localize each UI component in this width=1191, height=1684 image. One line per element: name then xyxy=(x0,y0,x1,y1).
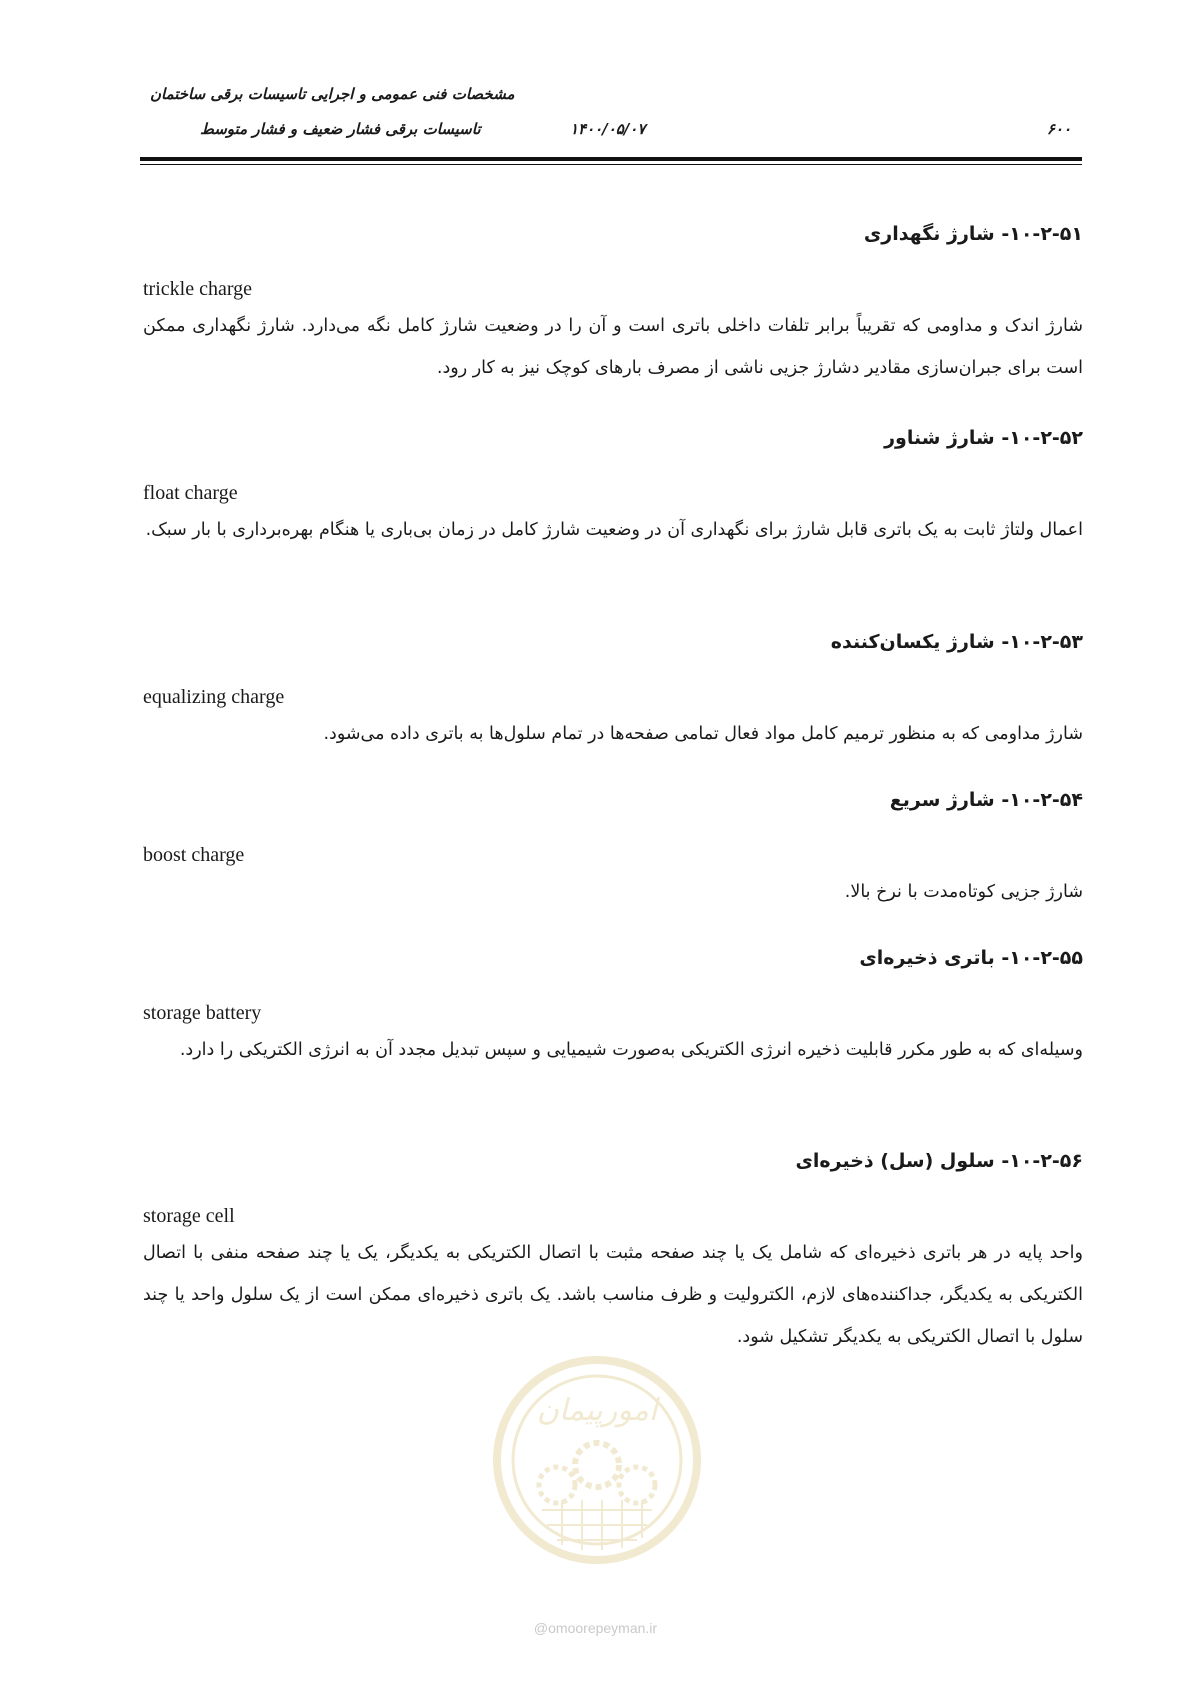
section-body: شارژ مداومی که به منظور ترمیم کامل مواد فعال تمامی صفحه‌ها در تمام سلول‌ها به باتری داده می‌شود. xyxy=(323,724,1083,744)
section-title: ۱۰-۲-۵۲- شارژ شناور xyxy=(884,427,1083,449)
section-51 xyxy=(143,220,1083,389)
section-body: شارژ جزیی کوتاه‌مدت با نرخ بالا. xyxy=(844,882,1083,902)
header-divider-thick xyxy=(140,157,1082,161)
header-subtitle: تاسیسات برقی فشار ضعیف و فشار متوسط xyxy=(200,120,481,138)
header-divider-thin xyxy=(140,164,1082,165)
section-54 xyxy=(143,786,1083,913)
watermark-logo-text: امورپیمان xyxy=(536,1393,658,1428)
watermark-url: @omoorepeyman.ir xyxy=(533,1620,658,1636)
section-title: ۱۰-۲-۵۴- شارژ سریع xyxy=(889,789,1083,811)
header-info-row xyxy=(0,120,1191,142)
watermark-logo xyxy=(487,1350,707,1570)
section-body: اعمال ولتاژ ثابت به یک باتری قابل شارژ برای نگهداری آن در وضعیت شارژ کامل در زمان بی‌باری یا هنگام بهره‌برداری با بار سبک. xyxy=(145,520,1083,540)
section-53 xyxy=(143,628,1083,755)
section-title: ۱۰-۲-۵۳- شارژ یکسان‌کننده xyxy=(830,631,1083,653)
section-56 xyxy=(143,1147,1083,1358)
section-body: واحد پایه در هر باتری ذخیره‌ای که شامل یک یا چند صفحه مثبت با اتصال الکتریکی به یکدیگر، یک یا چند صفحه منفی با اتصال الکتریکی به یکدیگر، جداکننده‌های لازم، الکترولیت و ظرف مناسب باشد. یک باتری ذخیره‌ای ممکن است از یک سلول واحد یا چند سلول با اتصال الکتریکی به یکدیگر تشکیل شود. xyxy=(143,1243,1083,1347)
section-english-term: equalizing charge xyxy=(143,686,285,708)
header-date: ۱۴۰۰/۰۵/۰۷ xyxy=(570,120,646,138)
section-english-term: storage battery xyxy=(143,1002,262,1024)
section-body: شارژ اندک و مداومی که تقریباً برابر تلفات داخلی باتری است و آن را در وضعیت شارژ کامل نگه می‌دارد. شارژ نگهداری ممکن است برای جبران‌سازی مقادیر دشارژ جزیی ناشی از مصرف بارهای کوچک نیز به کار رود. xyxy=(143,316,1083,378)
section-55 xyxy=(143,944,1083,1071)
header-title: مشخصات فنی عمومی و اجرایی تاسیسات برقی ساختمان xyxy=(150,85,515,103)
section-english-term: boost charge xyxy=(143,844,245,866)
section-title: ۱۰-۲-۵۵- باتری ذخیره‌ای xyxy=(859,947,1083,969)
section-english-term: storage cell xyxy=(143,1205,235,1227)
section-english-term: trickle charge xyxy=(143,278,253,300)
section-english-term: float charge xyxy=(143,482,238,504)
section-title: ۱۰-۲-۵۱- شارژ نگهداری xyxy=(863,223,1083,245)
section-body: وسیله‌ای که به طور مکرر قابلیت ذخیره انرژی الکتریکی به‌صورت شیمیایی و سپس تبدیل مجدد آن به انرژی الکتریکی را دارد. xyxy=(179,1040,1083,1060)
section-title: ۱۰-۲-۵۶- سلول (سل) ذخیره‌ای xyxy=(795,1150,1083,1172)
page-number: ۶۰۰ xyxy=(1046,120,1071,138)
section-52 xyxy=(143,424,1083,551)
